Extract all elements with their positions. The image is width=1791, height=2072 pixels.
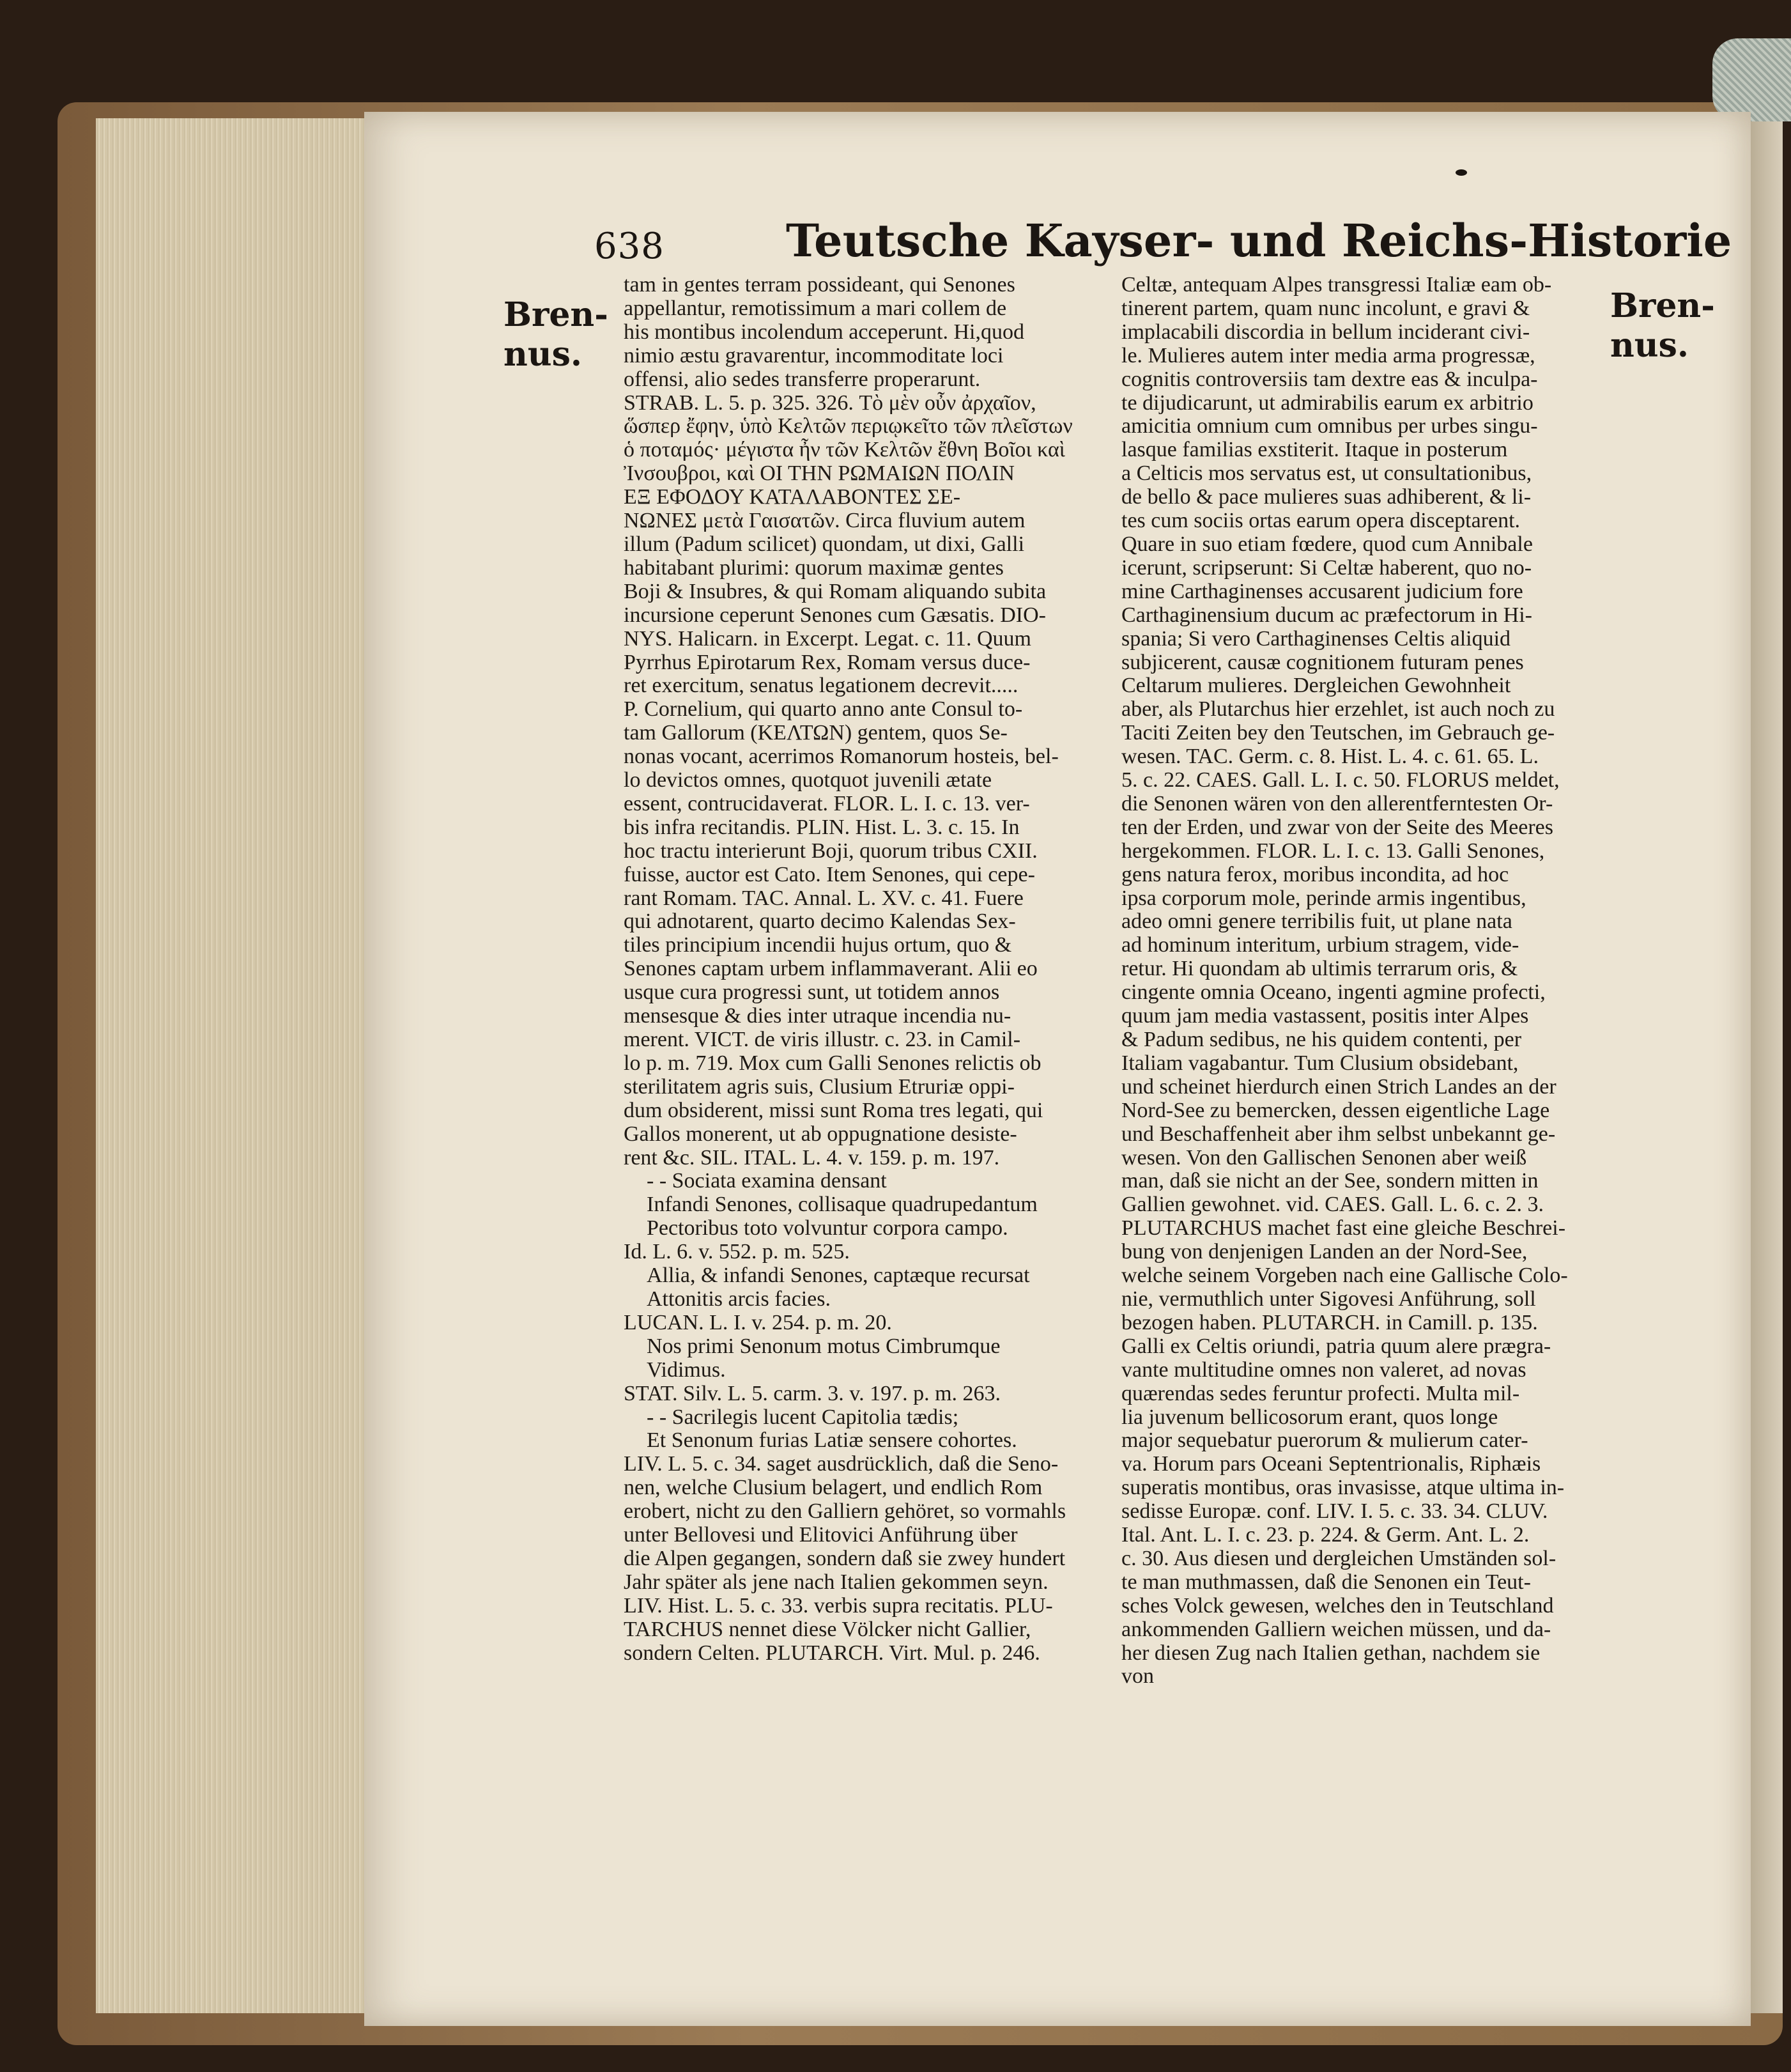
- text-line: amicitia omnium cum omnibus per urbes singu-: [1121, 414, 1538, 438]
- text-line: ankommenden Galliern weichen müssen, und da-: [1121, 1617, 1551, 1641]
- text-line: sches Volck gewesen, welches den in Teutschland: [1121, 1593, 1554, 1618]
- text-column-left: [624, 274, 1084, 1665]
- text-line: lo devictos omnes, quotquot juvenili ætate: [624, 768, 992, 792]
- text-line: habitabant plurimi: quorum maximæ gentes: [624, 555, 1004, 580]
- text-line: ΝΩΝΕΣ μετὰ Γαισατῶν. Circa fluvium autem: [624, 509, 1026, 533]
- text-line: Attonitis arcis facies.: [647, 1287, 831, 1311]
- text-line: tinerent partem, quam nunc incolunt, e gravi &: [1121, 296, 1530, 320]
- text-line: Boji & Insubres, & qui Romam aliquando subita: [624, 579, 1047, 603]
- text-line: Senones captam urbem inflammaverant. Alii eo: [624, 957, 1038, 981]
- text-line: Italiam vagabantur. Tum Clusium obsidebant,: [1121, 1051, 1519, 1075]
- text-line: spania; Si vero Carthaginenses Celtis aliquid: [1121, 626, 1511, 651]
- text-line: Gallien gewohnet. vid. CAES. Gall. L. 6. c. 2. 3.: [1121, 1193, 1544, 1217]
- text-line: subjicerent, causæ cognitionem futuram penes: [1121, 650, 1524, 674]
- text-line: incursione ceperunt Senones cum Gæsatis. DIO-: [624, 603, 1046, 627]
- text-line: superatis montibus, oras invasisse, atque ultima in-: [1121, 1476, 1565, 1500]
- text-line: tes cum sociis ortas earum opera disceptarent.: [1121, 509, 1521, 533]
- text-line: dum obsiderent, missi sunt Roma tres legati, qui: [624, 1098, 1043, 1122]
- text-line: hoc tractu interierunt Boji, quorum tribus CXII.: [624, 839, 1038, 863]
- text-line: va. Horum pars Oceani Septentrionalis, Riphæis: [1121, 1452, 1541, 1476]
- text-line: ὁ ποταμός· μέγιστα ἦν τῶν Κελτῶν ἔθνη Βοῖοι καὶ: [624, 438, 1065, 462]
- text-line: a Celticis mos servatus est, ut consultationibus,: [1121, 461, 1532, 486]
- text-line: ten der Erden, und zwar von der Seite des Meeres: [1121, 815, 1553, 839]
- text-line: - - Sociata examina densant: [647, 1169, 887, 1193]
- text-line: Celtarum mulieres. Dergleichen Gewohnheit: [1121, 674, 1511, 698]
- text-line: implacabili discordia in bellum inciderant civi-: [1121, 320, 1530, 344]
- text-line: cognitis controversiis tam dextre eas & inculpa-: [1121, 367, 1538, 391]
- text-line: quum jam media vastassent, positis inter Alpes: [1121, 1004, 1529, 1028]
- text-line: fuisse, auctor est Cato. Item Senones, qui cepe-: [624, 862, 1035, 886]
- marginal-note-line: nus.: [1610, 326, 1689, 365]
- text-line: Vidimus.: [647, 1357, 726, 1382]
- text-line: 5. c. 22. CAES. Gall. L. I. c. 50. FLORUS meldet,: [1121, 768, 1560, 792]
- text-line: quærendas sedes feruntur profecti. Multa mil-: [1121, 1381, 1520, 1405]
- text-line: Allia, & infandi Senones, captæque recursat: [647, 1264, 1030, 1288]
- marginal-note-right: [1610, 286, 1715, 366]
- text-line: his montibus incolendum acceperunt. Hi,quod: [624, 320, 1024, 344]
- text-line: sterilitatem agris suis, Clusium Etruriæ oppi-: [624, 1074, 1015, 1099]
- text-line: von: [1121, 1664, 1154, 1689]
- text-line: bung von denjenigen Landen an der Nord-See,: [1121, 1240, 1528, 1264]
- text-line: Pyrrhus Epirotarum Rex, Romam versus duce-: [624, 650, 1031, 674]
- text-line: tiles principium incendii hujus ortum, quo &: [624, 933, 1012, 957]
- text-line: lia juvenum bellicosorum erant, quos longe: [1121, 1405, 1498, 1429]
- text-line: nonas vocant, acerrimos Romanorum hosteis, bel-: [624, 745, 1059, 769]
- text-line: aber, als Plutarchus hier erzehlet, ist auch noch zu: [1121, 697, 1555, 722]
- text-line: icerunt, scripserunt: Si Celtæ haberent, quo no-: [1121, 555, 1532, 580]
- text-line: Taciti Zeiten bey den Teutschen, im Gebrauch ge-: [1121, 721, 1555, 745]
- text-line: bezogen haben. PLUTARCH. in Camill. p. 135.: [1121, 1310, 1538, 1334]
- text-line: STAT. Silv. L. 5. carm. 3. v. 197. p. m. 263.: [624, 1381, 1001, 1405]
- text-line: hergekommen. FLOR. L. I. c. 13. Galli Senones,: [1121, 839, 1545, 863]
- text-line: unter Bellovesi und Elitovici Anführung über: [624, 1523, 1018, 1547]
- text-line: sondern Celten. PLUTARCH. Virt. Mul. p. 246.: [624, 1641, 1040, 1665]
- text-line: tam Gallorum (ΚΕΛΤΩΝ) gentem, quos Se-: [624, 721, 1008, 745]
- text-line: - - Sacrilegis lucent Capitolia tædis;: [647, 1405, 959, 1429]
- text-line: usque cura progressi sunt, ut totidem annos: [624, 980, 1000, 1005]
- text-line: essent, contrucidaverat. FLOR. L. I. c. 13. ver-: [624, 791, 1030, 816]
- text-line: Ital. Ant. L. I. c. 23. p. 224. & Germ. Ant. L. 2.: [1121, 1523, 1530, 1547]
- text-column-right: [1121, 274, 1607, 1689]
- text-line: sedisse Europæ. conf. LIV. I. 5. c. 33. 34. CLUV.: [1121, 1499, 1548, 1524]
- text-line: Infandi Senones, collisaque quadrupedantum: [647, 1193, 1038, 1217]
- text-line: die Alpen gegangen, sondern daß sie zwey hundert: [624, 1546, 1066, 1570]
- text-line: offensi, alio sedes transferre properarunt.: [624, 367, 981, 391]
- text-line: qui adnotarent, quarto decimo Kalendas Sex-: [624, 909, 1016, 934]
- text-line: PLUTARCHUS machet fast eine gleiche Beschrei-: [1121, 1216, 1566, 1241]
- text-line: Celtæ, antequam Alpes transgressi Italiæ eam ob-: [1121, 273, 1552, 297]
- text-line: TARCHUS nennet diese Völcker nicht Gallier,: [624, 1617, 1031, 1641]
- text-line: wesen. TAC. Germ. c. 8. Hist. L. 4. c. 61. 65. L.: [1121, 745, 1539, 769]
- marginal-note-line: nus.: [503, 335, 582, 374]
- text-line: mensesque & dies inter utraque incendia nu-: [624, 1004, 1011, 1028]
- text-line: ΕΞ ΕΦΟΔΟΥ ΚΑΤΑΛΑΒΟΝΤΕΣ ΣΕ-: [624, 485, 961, 509]
- text-line: und scheinet hierdurch einen Strich Landes an der: [1121, 1074, 1557, 1099]
- text-line: lasque familias exstiterit. Itaque in posterum: [1121, 438, 1508, 462]
- text-line: te dijudicarunt, ut admirabilis earum ex arbitrio: [1121, 390, 1533, 415]
- text-line: major sequebatur puerorum & mulierum cater-: [1121, 1428, 1528, 1453]
- text-line: Id. L. 6. v. 552. p. m. 525.: [624, 1240, 850, 1264]
- text-line: vante multitudine omnes non valeret, ad novas: [1121, 1357, 1526, 1382]
- text-line: Jahr später als jene nach Italien gekommen seyn.: [624, 1570, 1049, 1594]
- text-line: cingente omnia Oceano, ingenti agmine profecti,: [1121, 980, 1546, 1005]
- text-line: LIV. Hist. L. 5. c. 33. verbis supra recitatis. PLU-: [624, 1593, 1053, 1618]
- text-line: lo p. m. 719. Mox cum Galli Senones relictis ob: [624, 1051, 1042, 1075]
- text-line: te man muthmassen, daß die Senonen ein Teut-: [1121, 1570, 1531, 1594]
- text-line: Galli ex Celtis oriundi, patria quum alere prægra-: [1121, 1334, 1551, 1358]
- text-line: LUCAN. L. I. v. 254. p. m. 20.: [624, 1310, 892, 1334]
- text-line: merent. VICT. de viris illustr. c. 23. in Camil-: [624, 1028, 1021, 1051]
- text-line: Et Senonum furias Latiæ sensere cohortes.: [647, 1428, 1017, 1453]
- text-line: nen, welche Clusium belagert, und endlich Rom: [624, 1476, 1043, 1500]
- text-line: & Padum sedibus, ne his quidem contenti, per: [1121, 1028, 1522, 1051]
- marginal-note-left: [503, 295, 608, 375]
- text-line: die Senonen wären von den allerentferntesten Or-: [1121, 791, 1553, 816]
- text-line: ὥσπερ ἔφην, ὑπὸ Κελτῶν περιῳκεῖτο τῶν πλεῖστων: [624, 414, 1073, 438]
- text-line: her diesen Zug nach Italien gethan, nachdem sie: [1121, 1641, 1541, 1665]
- text-line: Ἰνσουβροι, καὶ ΟΙ ΤΗΝ ΡΩΜΑΙΩΝ ΠΟΛΙΝ: [624, 461, 1015, 486]
- text-line: erobert, nicht zu den Galliern gehöret, so vormahls: [624, 1499, 1066, 1524]
- text-line: tam in gentes terram possideant, qui Senones: [624, 273, 1015, 297]
- text-line: welche seinem Vorgeben nach eine Gallische Colo-: [1121, 1264, 1568, 1288]
- text-line: ret exercitum, senatus legationem decrevit.....: [624, 674, 1018, 698]
- text-line: le. Mulieres autem inter media arma progressæ,: [1121, 343, 1535, 367]
- page-edges: [96, 118, 368, 2013]
- text-line: Gallos monerent, ut ab oppugnatione desiste-: [624, 1122, 1017, 1146]
- text-line: appellantur, remotissimum a mari collem de: [624, 296, 1007, 320]
- text-line: STRAB. L. 5. p. 325. 326. Τὸ μὲν οὖν ἀρχαῖον,: [624, 390, 1036, 415]
- text-line: de bello & pace mulieres suas adhiberent, & li-: [1121, 485, 1532, 509]
- text-line: adeo omni genere terribilis fuit, ut plane nata: [1121, 909, 1512, 934]
- page-number: 638: [594, 226, 665, 267]
- text-line: ipsa corporum mole, perinde armis ingentibus,: [1121, 886, 1526, 910]
- text-line: Carthaginensium ducum ac præfectorum in Hi-: [1121, 603, 1532, 627]
- text-line: nimio æstu gravarentur, incommoditate loci: [624, 343, 1004, 367]
- facing-page-edge: [1751, 121, 1783, 2013]
- text-line: Nord-See zu bemercken, dessen eigentliche Lage: [1121, 1098, 1550, 1122]
- text-line: Pectoribus toto volvuntur corpora campo.: [647, 1216, 1008, 1241]
- text-line: NYS. Halicarn. in Excerpt. Legat. c. 11. Quum: [624, 626, 1031, 651]
- text-line: bis infra recitandis. PLIN. Hist. L. 3. c. 15. In: [624, 815, 1020, 839]
- text-line: Quare in suo etiam fœdere, quod cum Annibale: [1121, 532, 1533, 556]
- text-line: P. Cornelium, qui quarto anno ante Consul to-: [624, 697, 1023, 722]
- text-line: Nos primi Senonum motus Cimbrumque: [647, 1334, 1001, 1358]
- text-line: gens natura ferox, moribus incondita, ad hoc: [1121, 862, 1509, 886]
- running-title: Teutsche Kayser- und Reichs-Historie: [786, 214, 1732, 267]
- text-line: rent &c. SIL. ITAL. L. 4. v. 159. p. m. 197.: [624, 1145, 1000, 1170]
- text-line: ad hominum interitum, urbium stragem, vide-: [1121, 933, 1519, 957]
- text-line: LIV. L. 5. c. 34. saget ausdrücklich, daß die Seno-: [624, 1452, 1059, 1476]
- marginal-note-line: Bren-: [1610, 286, 1715, 325]
- ink-mark: [1456, 169, 1467, 176]
- text-line: retur. Hi quondam ab ultimis terrarum oris, &: [1121, 957, 1518, 981]
- text-line: wesen. Von den Gallischen Senonen aber weiß: [1121, 1145, 1527, 1170]
- text-line: illum (Padum scilicet) quondam, ut dixi, Galli: [624, 532, 1025, 556]
- text-line: rant Romam. TAC. Annal. L. XV. c. 41. Fuere: [624, 886, 1024, 910]
- text-line: nie, vermuthlich unter Sigovesi Anführung, soll: [1121, 1287, 1536, 1311]
- text-line: man, daß sie nicht an der See, sondern mitten in: [1121, 1169, 1539, 1193]
- marginal-note-line: Bren-: [503, 295, 608, 334]
- text-line: c. 30. Aus diesen und dergleichen Umständen sol-: [1121, 1546, 1557, 1570]
- text-line: und Beschaffenheit aber ihm selbst unbekannt ge-: [1121, 1122, 1556, 1146]
- cloth-bookmark: [1712, 38, 1791, 121]
- text-line: mine Carthaginenses accusarent judicium fore: [1121, 579, 1523, 603]
